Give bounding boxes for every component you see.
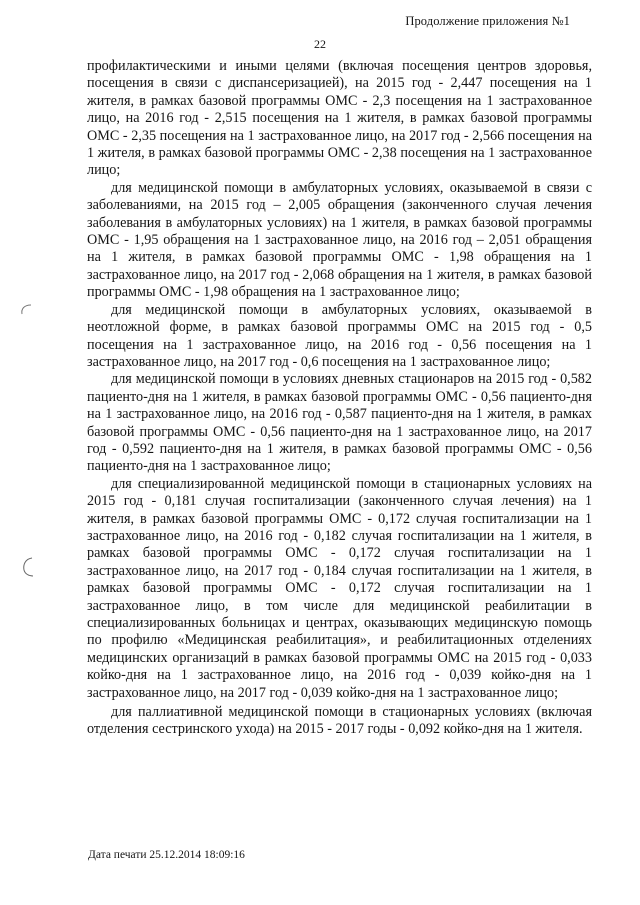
page-number: 22 — [314, 37, 326, 51]
paragraph-outpatient-disease-visits: для медицинской помощи в амбулаторных условиях, оказываемой в связи с заболеваниями, на 2015 год – 2,005 обращения (законченного случая лечения заболевания в амбулаторных условиях) на 1 жителя, в рамках базовой программы ОМС - 1,95 обращения на 1 застрахованное лицо, на 2016 год – 2,051 обращения на 1 жителя, в рамках базовой программы ОМС - 1,98 обращения на 1 застрахованное лицо, на 2017 год - 2,068 обращения на 1 жителя, в рамках базовой программы ОМС - 1,98 обращения на 1 застрахованное лицо; — [87, 179, 592, 301]
paragraph-preventive-visits: профилактическими и иными целями (включая посещения центров здоровья, посещения в связи с диспансеризацией), на 2015 год - 2,447 посещения на 1 жителя, в рамках базовой программы ОМС - 2,3 посещения на 1 застрахованное лицо, на 2016 год - 2,515 посещения на 1 жителя, в рамках базовой программы ОМС - 2,35 посещения на 1 застрахованное лицо, на 2017 год - 2,566 посещения на 1 жителя, в рамках базовой программы ОМС - 2,38 посещения на 1 застрахованное лицо; — [87, 58, 592, 179]
paragraph-specialized-inpatient: для специализированной медицинской помощи в стационарных условиях на 2015 год - 0,181 случая госпитализации (законченного случая лечения) на 1 жителя, в рамках базовой программы ОМС - 0,172 случая госпитализации на 1 застрахованное лицо, на 2016 год - 0,182 случая госпитализации на 1 жителя, в рамках базовой программы ОМС - 0,172 случая госпитализации на 1 застрахованное лицо, на 2017 год - 0,184 случая госпитализации на 1 жителя, в рамках базовой программы ОМС - 0,172 случая госпитализации на 1 застрахованное лицо, в том числе для медицинской реабилитации в специализированных больницах и центрах, оказывающих медицинскую помощь по профилю «Медицинская реабилитация», и реабилитационных отделениях медицинских организаций в рамках базовой программы ОМС на 2015 год - 0,033 койко-дня на 1 застрахованное лицо, на 2016 год - 0,039 койко-дня на 1 застрахованное лицо, на 2017 год - 0,039 койко-дня на 1 застрахованное лицо; — [87, 475, 592, 701]
document-body — [87, 58, 592, 739]
paragraph-day-hospital: для медицинской помощи в условиях дневных стационаров на 2015 год - 0,582 пациенто-дня на 1 жителя, в рамках базовой программы ОМС - 0,56 пациенто-дня на 1 застрахованное лицо, на 2016 год - 0,587 пациенто-дня на 1 жителя, в рамках базовой программы ОМС - 0,56 пациенто-дня на 1 застрахованное лицо, на 2017 год - 0,592 пациенто-дня на 1 жителя, в рамках базовой программы ОМС - 0,56 пациенто-дня на 1 застрахованное лицо; — [87, 371, 592, 475]
punch-hole-mark-lower — [20, 556, 36, 578]
appendix-continuation-label: Продолжение приложения №1 — [405, 14, 570, 28]
print-date: Дата печати 25.12.2014 18:09:16 — [88, 849, 245, 861]
punch-hole-mark-upper — [18, 302, 34, 322]
paragraph-palliative-care: для паллиативной медицинской помощи в стационарных условиях (включая отделения сестринского ухода) на 2015 - 2017 годы - 0,092 койко-дня на 1 жителя. — [87, 704, 592, 738]
paragraph-outpatient-emergency-visits: для медицинской помощи в амбулаторных условиях, оказываемой в неотложной форме, в рамках базовой программы ОМС на 2015 год - 0,5 посещения на 1 застрахованное лицо, на 2016 год - 0,56 посещения на 1 застрахованное лицо, на 2017 год - 0,6 посещения на 1 застрахованное лицо; — [87, 301, 592, 370]
